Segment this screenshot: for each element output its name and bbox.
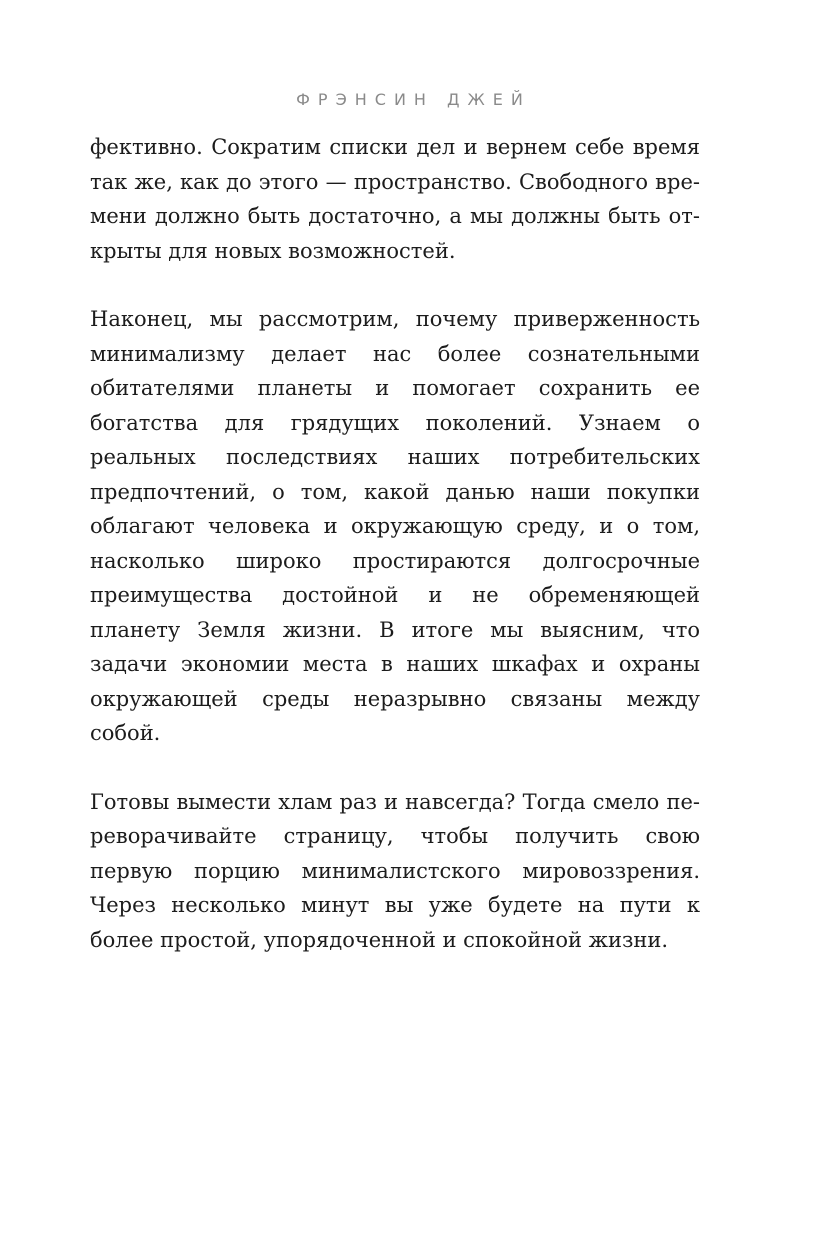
- body-text: [90, 130, 700, 957]
- paragraph-2: Наконец, мы рассмотрим, почему приверженность минимализму делает нас более сознательными обитателями планеты и помогает сохранить ее богатства для грядущих поколений. Узнаем о реальных последствиях наших потребительских предпочтений, о том, какой данью наши покупки облагают человека и окружающую среду, и о том, насколько широко простираются долгосрочные преимущества достойной и не обременяющей планету Земля жизни. В итоге мы выясним, что задачи экономии места в наших шкафах и охраны окружающей среды неразрывно связаны между собой.: [90, 307, 700, 745]
- paragraph-1: фективно. Сократим списки дел и вернем себе время так же, как до этого — пространство. Свободного времени должно быть достаточно, а мы должны быть открыты для новых возможностей.: [90, 135, 700, 263]
- paragraph-3: Готовы вымести хлам раз и навсегда? Тогда смело переворачивайте страницу, чтобы получить свою первую порцию минималистского мировоззрения. Через несколько минут вы уже будете на пути к более простой, упорядоченной и спокойной жизни.: [90, 789, 700, 952]
- running-head-author: ФРЭНСИН ДЖЕЙ: [296, 90, 531, 109]
